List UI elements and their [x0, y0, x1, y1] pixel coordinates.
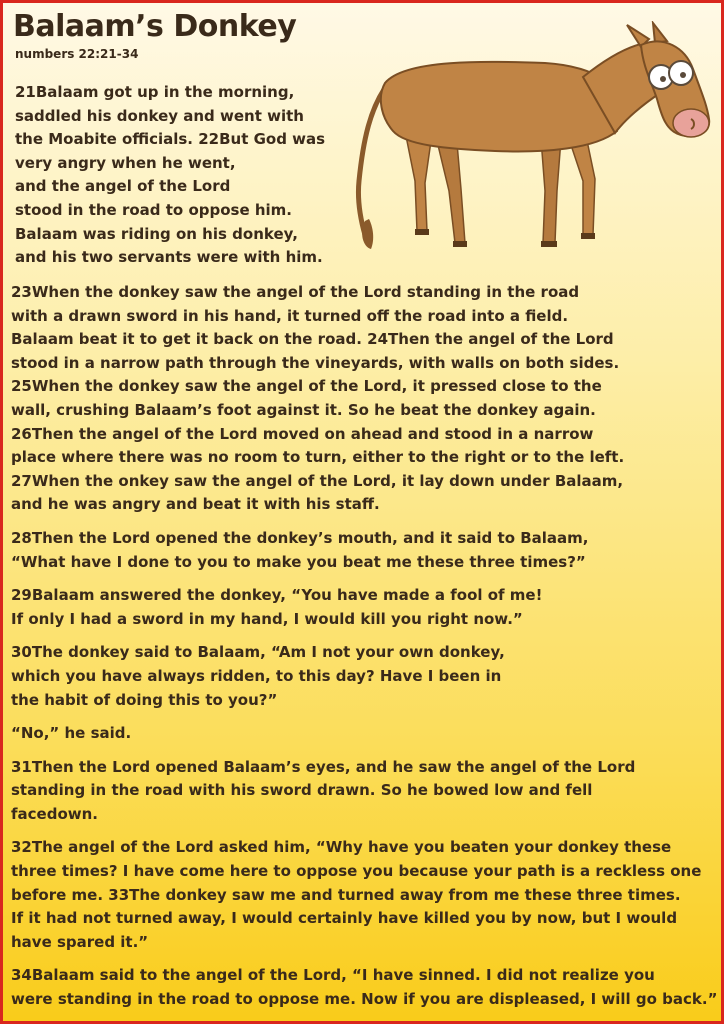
- verse-line: If only I had a sword in my hand, I would kill you right now.”: [11, 609, 523, 628]
- intro-text: [15, 81, 355, 270]
- verse-paragraph: [11, 584, 721, 631]
- verse-line: 23When the donkey saw the angel of the Lord standing in the road: [11, 283, 580, 301]
- intro-line: 21Balaam got up in the morning,: [15, 83, 295, 101]
- verse-paragraph: [11, 722, 721, 746]
- intro-line: and the angel of the Lord: [15, 177, 231, 196]
- verse-line: 32The angel of the Lord asked him, “Why have you beaten your donkey these: [11, 838, 672, 857]
- intro-line: saddled his donkey and went with: [15, 106, 304, 125]
- verse-line: 27When the onkey saw the angel of the Lord, it lay down under Balaam,: [11, 471, 624, 490]
- verse-paragraph: [11, 756, 721, 827]
- verse-line: 29Balaam answered the donkey, “You have made a fool of me!: [11, 586, 543, 605]
- verse-line: have spared it.”: [11, 932, 149, 951]
- verse-line: stood in a narrow path through the vineyards, with walls on both sides.: [11, 353, 620, 372]
- story-body: [11, 281, 721, 1022]
- intro-paragraph: [15, 81, 355, 270]
- verse-line: 28Then the Lord opened the donkey’s mouth, and it said to Balaam,: [11, 528, 589, 547]
- verse-line: three times? I have come here to oppose you because your path is a reckless one: [11, 862, 702, 881]
- verse-line: “What have I done to you to make you beat me these three times?”: [11, 552, 586, 571]
- verse-line: If it had not turned away, I would certainly have killed you by now, but I would: [11, 909, 678, 928]
- verse-line: 30The donkey said to Balaam, “Am I not your own donkey,: [11, 643, 505, 662]
- donkey-illustration: [345, 21, 721, 261]
- verse-line: before me. 33The donkey saw me and turned away from me these three times.: [11, 885, 681, 904]
- verse-line: the habit of doing this to you?”: [11, 690, 278, 709]
- intro-line: the Moabite officials. 22But God was: [15, 130, 326, 149]
- page-title: Balaam’s Donkey: [13, 9, 297, 44]
- verse-line: place where there was no room to turn, either to the right or to the left.: [11, 448, 625, 467]
- verse-line: and he was angry and beat it with his staff.: [11, 495, 380, 514]
- verse-line: 34Balaam said to the angel of the Lord, “I have sinned. I did not realize you: [11, 966, 655, 985]
- verse-paragraph: [11, 836, 721, 954]
- verse-line: wall, crushing Balaam’s foot against it. So he beat the donkey again.: [11, 400, 596, 419]
- intro-line: Balaam was riding on his donkey,: [15, 224, 298, 243]
- verse-paragraph: [11, 281, 721, 517]
- intro-line: and his two servants were with him.: [15, 248, 323, 267]
- verse-line: standing in the road with his sword drawn. So he bowed low and fell: [11, 781, 593, 800]
- scripture-reference: numbers 22:21-34: [15, 47, 139, 61]
- verse-line: 26Then the angel of the Lord moved on ahead and stood in a narrow: [11, 424, 594, 443]
- verse-line: which you have always ridden, to this day? Have I been in: [11, 666, 502, 685]
- verse-paragraph: [11, 964, 721, 1011]
- verse-line: 31Then the Lord opened Balaam’s eyes, and he saw the angel of the Lord: [11, 757, 636, 776]
- verse-line: Balaam beat it to get it back on the road. 24Then the angel of the Lord: [11, 330, 614, 349]
- intro-line: stood in the road to oppose him.: [15, 200, 292, 219]
- verse-paragraph: [11, 527, 721, 574]
- verse-paragraph: [11, 641, 721, 712]
- verse-line: with a drawn sword in his hand, it turned off the road into a field.: [11, 306, 569, 325]
- intro-line: very angry when he went,: [15, 153, 236, 172]
- verse-line: facedown.: [11, 804, 98, 823]
- verse-line: “No,” he said.: [11, 724, 132, 743]
- verse-line: were standing in the road to oppose me. Now if you are displeased, I will go back.”: [11, 990, 718, 1009]
- verse-line: 25When the donkey saw the angel of the Lord, it pressed close to the: [11, 377, 602, 396]
